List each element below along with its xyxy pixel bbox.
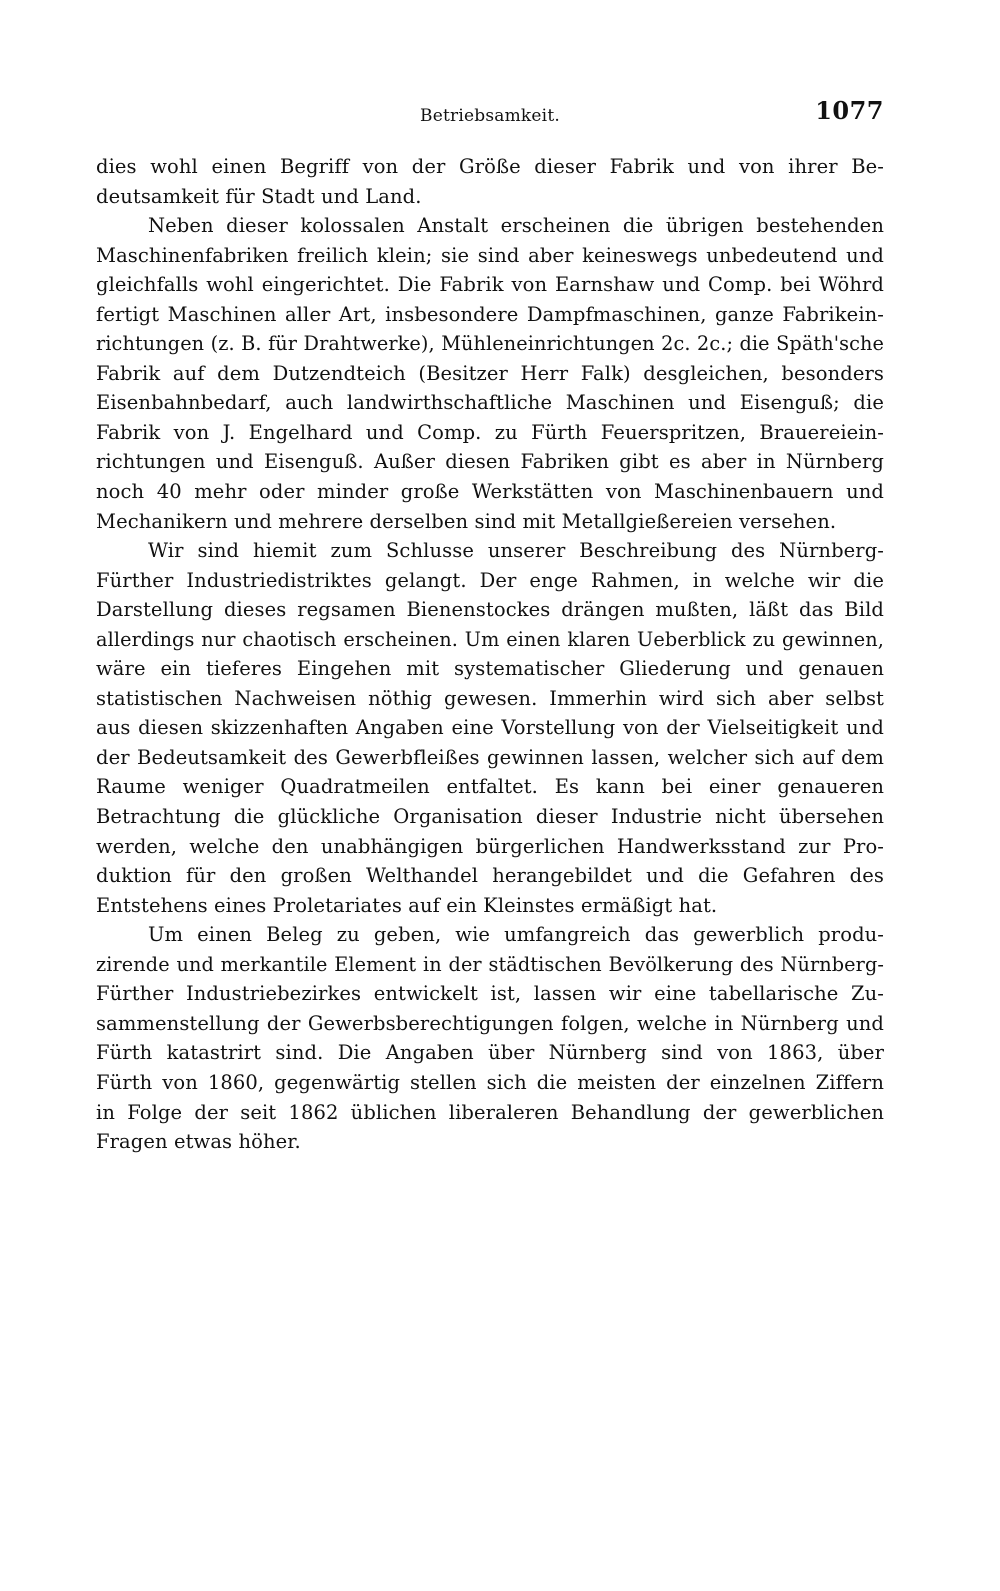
text-line: Fürth katastrirt sind. Die Angaben über Nürnberg sind von 1863, über bbox=[96, 1041, 884, 1065]
text-line: Neben dieser kolossalen Anstalt erscheinen die übrigen bestehenden bbox=[148, 214, 884, 238]
text-line: duktion für den großen Welthandel herangebildet und die Gefahren des bbox=[96, 864, 884, 888]
text-line: Fürth von 1860, gegenwärtig stellen sich die meisten der einzelnen Ziffern bbox=[96, 1070, 884, 1094]
text-line: Fürther Industriedistriktes gelangt. Der enge Rahmen, in welche wir die bbox=[96, 568, 884, 592]
text-line: Fabrik von J. Engelhard und Comp. zu Fürth Feuerspritzen, Brauereiein- bbox=[96, 420, 884, 444]
text-line: zirende und merkantile Element in der städtischen Bevölkerung des Nürnberg- bbox=[96, 952, 884, 976]
page-header bbox=[96, 96, 884, 136]
text-line: Um einen Beleg zu geben, wie umfangreich das gewerblich produ- bbox=[148, 923, 884, 947]
page-number: 1077 bbox=[815, 96, 884, 125]
text-line: in Folge der seit 1862 üblichen liberaleren Behandlung der gewerblichen bbox=[96, 1100, 884, 1124]
text-line: der Bedeutsamkeit des Gewerbfleißes gewinnen lassen, welcher sich auf dem bbox=[96, 745, 884, 769]
text-line: allerdings nur chaotisch erscheinen. Um einen klaren Ueberblick zu gewinnen, bbox=[96, 627, 884, 651]
text-line: statistischen Nachweisen nöthig gewesen. Immerhin wird sich aber selbst bbox=[96, 686, 884, 710]
text-line: Fürther Industriebezirkes entwickelt ist, lassen wir eine tabellarische Zu- bbox=[96, 982, 884, 1006]
text-line: richtungen (z. B. für Drahtwerke), Mühleneinrichtungen 2c. 2c.; die Späth'sche bbox=[96, 332, 884, 356]
text-line: Eisenbahnbedarf, auch landwirthschaftliche Maschinen und Eisenguß; die bbox=[96, 391, 884, 415]
text-line: Wir sind hiemit zum Schlusse unserer Beschreibung des Nürnberg- bbox=[148, 539, 884, 563]
text-line: deutsamkeit für Stadt und Land. bbox=[96, 184, 422, 208]
text-line: Fabrik auf dem Dutzendteich (Besitzer Herr Falk) desgleichen, besonders bbox=[96, 361, 884, 385]
text-line: Maschinenfabriken freilich klein; sie sind aber keineswegs unbedeutend und bbox=[96, 243, 884, 267]
text-line: Entstehens eines Proletariates auf ein Kleinstes ermäßigt hat. bbox=[96, 893, 718, 917]
text-line: Mechanikern und mehrere derselben sind mit Metallgießereien versehen. bbox=[96, 509, 837, 533]
running-head: Betriebsamkeit. bbox=[420, 106, 560, 126]
text-line: richtungen und Eisenguß. Außer diesen Fabriken gibt es aber in Nürnberg bbox=[96, 450, 884, 474]
text-line: noch 40 mehr oder minder große Werkstätten von Maschinenbauern und bbox=[96, 480, 884, 504]
text-line: Betrachtung die glückliche Organisation dieser Industrie nicht übersehen bbox=[96, 805, 884, 829]
text-line: Fragen etwas höher. bbox=[96, 1130, 301, 1154]
text-line: Raume weniger Quadratmeilen entfaltet. Es kann bei einer genaueren bbox=[96, 775, 884, 799]
text-line: werden, welche den unabhängigen bürgerlichen Handwerksstand zur Pro- bbox=[96, 834, 884, 858]
body-text bbox=[96, 152, 884, 1157]
text-line: Darstellung dieses regsamen Bienenstockes drängen mußten, läßt das Bild bbox=[96, 598, 884, 622]
text-line: wäre ein tieferes Eingehen mit systematischer Gliederung und genauen bbox=[96, 657, 884, 681]
text-line: sammenstellung der Gewerbsberechtigungen folgen, welche in Nürnberg und bbox=[96, 1011, 884, 1035]
text-line: dies wohl einen Begriff von der Größe dieser Fabrik und von ihrer Be- bbox=[96, 155, 884, 178]
text-line: gleichfalls wohl eingerichtet. Die Fabrik von Earnshaw und Comp. bei Wöhrd bbox=[96, 273, 884, 297]
text-line: fertigt Maschinen aller Art, insbesondere Dampfmaschinen, ganze Fabrikein- bbox=[96, 302, 884, 326]
text-line: aus diesen skizzenhaften Angaben eine Vorstellung von der Vielseitigkeit und bbox=[96, 716, 884, 740]
